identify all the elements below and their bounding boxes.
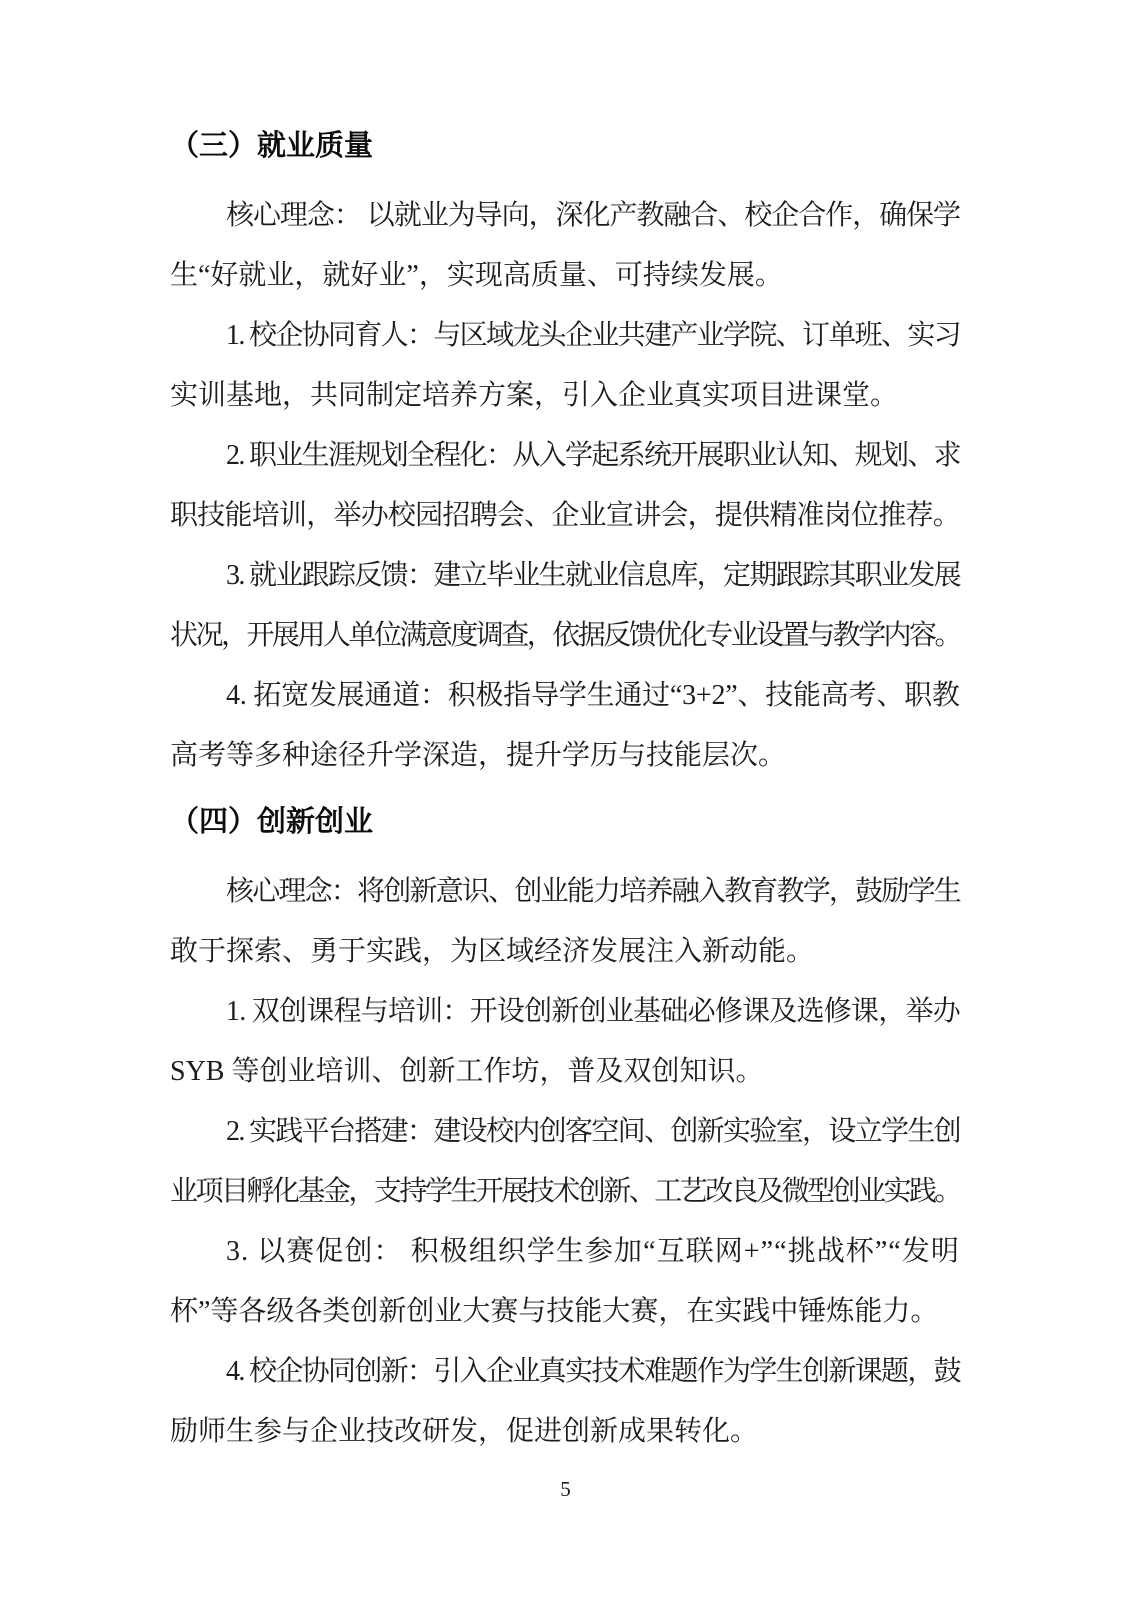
- section-heading: （四）创新创业: [170, 806, 374, 838]
- text-line: [170, 426, 960, 486]
- text-line: [170, 366, 960, 426]
- text-line-content: 状况，开展用人单位满意度调查，依据反馈优化专业设置与教学内容。: [170, 620, 961, 651]
- text-line: [170, 666, 960, 726]
- text-line-content: 1. 校企协同育人：与区域龙头企业共建产业学院、订单班、实习: [226, 320, 961, 351]
- text-line: [170, 246, 960, 306]
- text-line: [170, 1282, 960, 1342]
- text-line: [170, 726, 960, 786]
- text-line: [170, 1102, 960, 1162]
- text-line-content: 生“好就业，就好业”，实现高质量、可持续发展。: [170, 260, 783, 291]
- text-line: [170, 1042, 960, 1102]
- text-line-content: 核心理念：将创新意识、创业能力培养融入教育教学，鼓励学生: [226, 876, 961, 907]
- paragraph: [170, 1222, 960, 1342]
- text-line-content: 2. 实践平台搭建：建设校内创客空间、创新实验室，设立学生创: [226, 1116, 961, 1147]
- text-line-content: 业项目孵化基金，支持学生开展技术创新、工艺改良及微型创业实践。: [170, 1176, 961, 1207]
- document-body: [170, 110, 960, 1462]
- paragraph: [170, 666, 960, 786]
- text-line-content: SYB 等创业培训、创新工作坊，普及双创知识。: [170, 1056, 764, 1087]
- text-line-content: 1. 双创课程与培训：开设创新创业基础必修课及选修课，举办: [226, 996, 961, 1027]
- text-line-content: 职技能培训，举办校园招聘会、企业宣讲会，提供精准岗位推荐。: [170, 500, 961, 531]
- text-line: [170, 982, 960, 1042]
- paragraph: [170, 306, 960, 426]
- text-line-content: 4. 校企协同创新：引入企业真实技术难题作为学生创新课题，鼓: [226, 1356, 961, 1387]
- text-line: [170, 606, 960, 666]
- text-line: [170, 486, 960, 546]
- text-line-content: 高考等多种途径升学深造，提升学历与技能层次。: [170, 740, 787, 771]
- text-line-content: 3. 就业跟踪反馈：建立毕业生就业信息库，定期跟踪其职业发展: [226, 560, 961, 591]
- text-line-content: 杯”等各级各类创新创业大赛与技能大赛，在实践中锤炼能力。: [170, 1296, 939, 1327]
- text-line: [170, 1402, 960, 1462]
- text-line-content: 核心理念： 以就业为导向，深化产教融合、校企合作，确保学: [226, 200, 961, 231]
- section-heading: （三）就业质量: [170, 130, 374, 162]
- text-line-content: 励师生参与企业技改研发，促进创新成果转化。: [170, 1416, 759, 1447]
- text-line-content: 敢于探索、勇于实践，为区域经济发展注入新动能。: [170, 936, 815, 967]
- text-line: [170, 1342, 960, 1402]
- text-line-content: 实训基地，共同制定培养方案，引入企业真实项目进课堂。: [170, 380, 899, 411]
- text-line: [170, 922, 960, 982]
- text-line: [170, 1222, 960, 1282]
- text-line: [170, 862, 960, 922]
- text-line: [170, 546, 960, 606]
- paragraph: [170, 1342, 960, 1462]
- text-line-content: 2. 职业生涯规划全程化：从入学起系统开展职业认知、规划、求: [226, 440, 961, 471]
- paragraph: [170, 862, 960, 982]
- paragraph: [170, 982, 960, 1102]
- text-line: [170, 1162, 960, 1222]
- paragraph: [170, 186, 960, 306]
- page-number: 5: [560, 1477, 571, 1501]
- paragraph: [170, 426, 960, 546]
- text-line-content: 4. 拓宽发展通道：积极指导学生通过“3+2”、技能高考、职教: [226, 680, 960, 711]
- text-line: [170, 186, 960, 246]
- text-line-content: 3. 以赛促创： 积极组织学生参加“互联网+”“挑战杯”“发明: [226, 1236, 960, 1267]
- paragraph: [170, 546, 960, 666]
- text-line: [170, 306, 960, 366]
- paragraph: [170, 1102, 960, 1222]
